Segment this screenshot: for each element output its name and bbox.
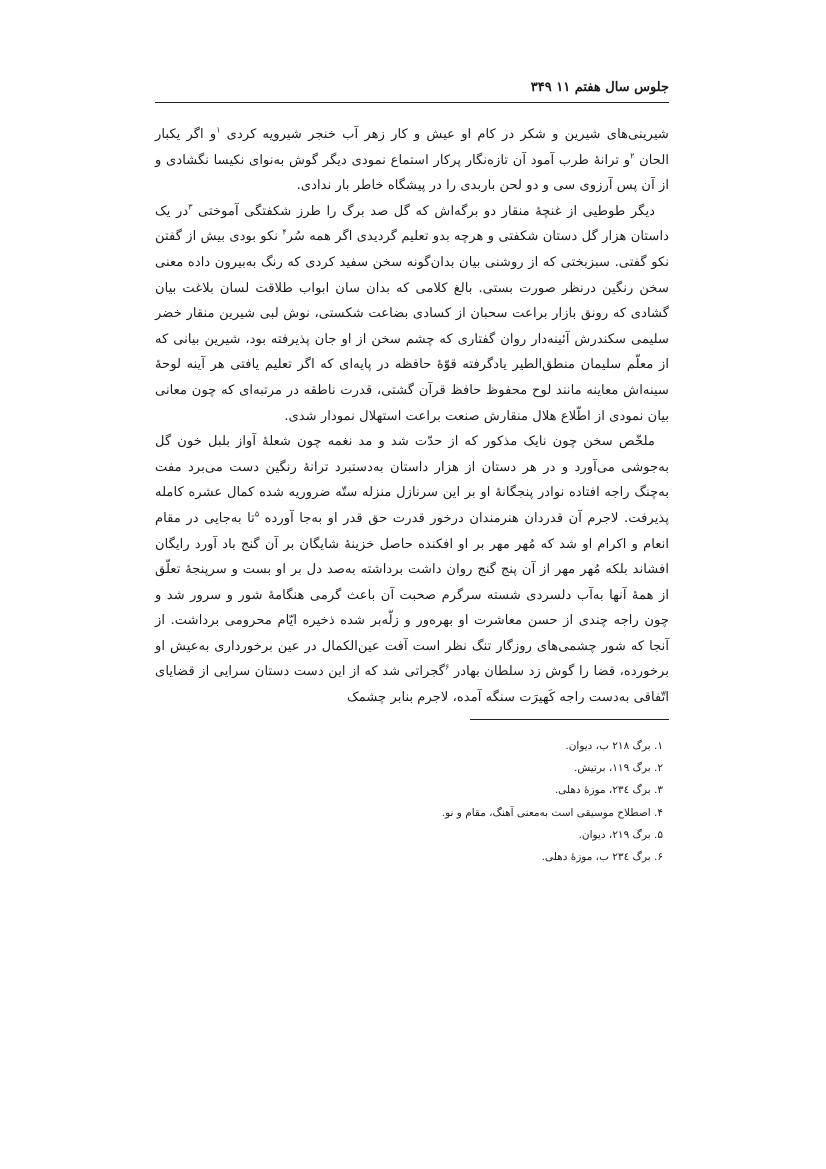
paragraph-1-text-b: و اگر یکبار الحان: [155, 127, 669, 168]
footnote-ref-2[interactable]: ۲: [630, 151, 635, 161]
paragraph-3: [155, 429, 669, 711]
header-rule: [155, 102, 669, 103]
footnote-2: ۲. برگ ۱۱۹، برتیش.: [574, 762, 663, 775]
footnotes: [300, 735, 669, 868]
footnote-6: ۶. برگ ۲۳٤ ب، موزهٔ دهلی.: [541, 851, 663, 864]
paragraph-1: [155, 122, 669, 199]
paragraph-1-text-c: و ترانهٔ طرب آمود آن تازه‌نگار پرکار استماع نمودی دیگر گوش به‌نوای نکیسا نگشادی و از آن پس آرزوی سی و دو لحن باربدی را در پیشگاه خاطر بار ندادی.: [155, 152, 669, 194]
footnote-rule: [470, 719, 669, 720]
footnote-5: ۵. برگ ۲۱۹، دیوان.: [578, 828, 663, 841]
footnote-ref-4[interactable]: ۴: [282, 227, 287, 237]
footnote-3: ۳. برگ ۲۳٤، موزهٔ دهلی.: [554, 784, 663, 797]
paragraph-2-text-a: دیگر طوطیی از غنچهٔ منقار دو برگه‌اش که گل صد برگ را طرز شکفتگی آموختی: [192, 203, 655, 219]
paragraph-3-text-a: ملخّص سخن چون نایک مذکور که از حدّت شد و مد نغمه چون شعلهٔ آواز بلبل خون گل به‌جوشی می‌آورد و در هر دستان از هزار داستان به‌دستبرد ترانهٔ رنگین دست می‌برد مفت به‌چنگ راجه افتاده نوادر پنجگانهٔ او بر این سرنازل منزله ستّه ضروریه شده کمال عشره کامله پذیرفت. لاجرم آن قدردان هنرمندان درخور قدرت حق قدر او به‌جا آورده: [155, 434, 669, 526]
paragraph-2-text-b: در یک داستان هزار گل دستان شکفتی و هرچه بدو تعلیم گردیدی اگر همه سُر: [155, 203, 669, 245]
paragraph-1-text-a: شیرینی‌های شیرین و شکر در کام او عیش و کار زهر آب خنجر شیرویه کردی: [220, 127, 669, 142]
paragraph-3-text-b: تا به‌جایی در مقام انعام و اکرام او شد که مُهر مهر بر او افکنده حاصل خزینهٔ شایگان بر آن گنج باد آورد رایگان افشاند بلکه مُهر مهر از آن پنج گنج روان داشت برداشته به‌صد دل بر او بست و سرپنجهٔ تعلّق از همهٔ آنها به‌آب دلسردی شسته سرگرم صحبت آن باعث گرمی هنگامهٔ شور و سرور شد و چون راجه چندی از حسن معاشرت او بهره‌ور و زلّه‌بر شده ذخیره ایّام محرومی برداشت. از آنجا که شور چشمی‌های روزگار تنگ نظر است آفت عین‌الکمال در عین برخورداری به‌عیش او برخورده، قضا را گوش زد سلطان بهادر: [155, 510, 669, 680]
footnote-ref-5[interactable]: ۵: [254, 509, 260, 519]
footnote-ref-1[interactable]: ۱: [216, 125, 221, 135]
paragraph-3-text-c: گجراتی شد که از این دست دستان سرایی از قضایای اتّفاقی به‌دست راجه کَهیرَت سنگه آمده، لاجرم بنابر چشمک: [155, 664, 669, 706]
main-text: [155, 122, 669, 706]
footnote-4: ۴. اصطلاح موسیقی است به‌معنی آهنگ، مقام و نو.: [441, 806, 663, 819]
running-header: جلوس سال هفتم ۱۱ ۳۴۹: [530, 80, 669, 95]
paragraph-2-text-c: نکو بودی بیش از گفتن نکو گفتی. سبزبختی که از روشنی بیان بدان‌گونه سخن سفید کردی که رنگ به‌بیرون داده معنی سخن رنگین درنظر صورت بستی. بالغ کلامی که بدان سان ابواب طلاقت لسان بلاغت بیان گشادی که رونق بازار براعت سحبان از کسادی بضاعت شکستی، نوش لبی شیرین منقار خضر سلیمی سکندرش آئینه‌دار روان گفتاری که چشم سخن از او جان پذیرفته بود، شیرین بیانی که از معلّم سلیمان منطق‌الطیر یادگرفته قوّهٔ حافظه در پایه‌ای که اگر تعلیم یافتی هر آینه لوحهٔ سینه‌اش معاینه مانند لوح محفوظ حافظ قرآن گشتی، قدرت ناطقه در مرتبه‌ای که چون معانی بیان نمودی از اطّلاع هلال منقارش صنعت براعت استهلال نمودار شدی.: [155, 229, 669, 424]
footnote-1: ۱. برگ ۲۱۸ ب، دیوان.: [565, 740, 663, 752]
footnote-ref-3[interactable]: ۳: [188, 202, 193, 212]
paragraph-2: [155, 199, 669, 429]
footnote-ref-6[interactable]: ۶: [445, 663, 450, 673]
